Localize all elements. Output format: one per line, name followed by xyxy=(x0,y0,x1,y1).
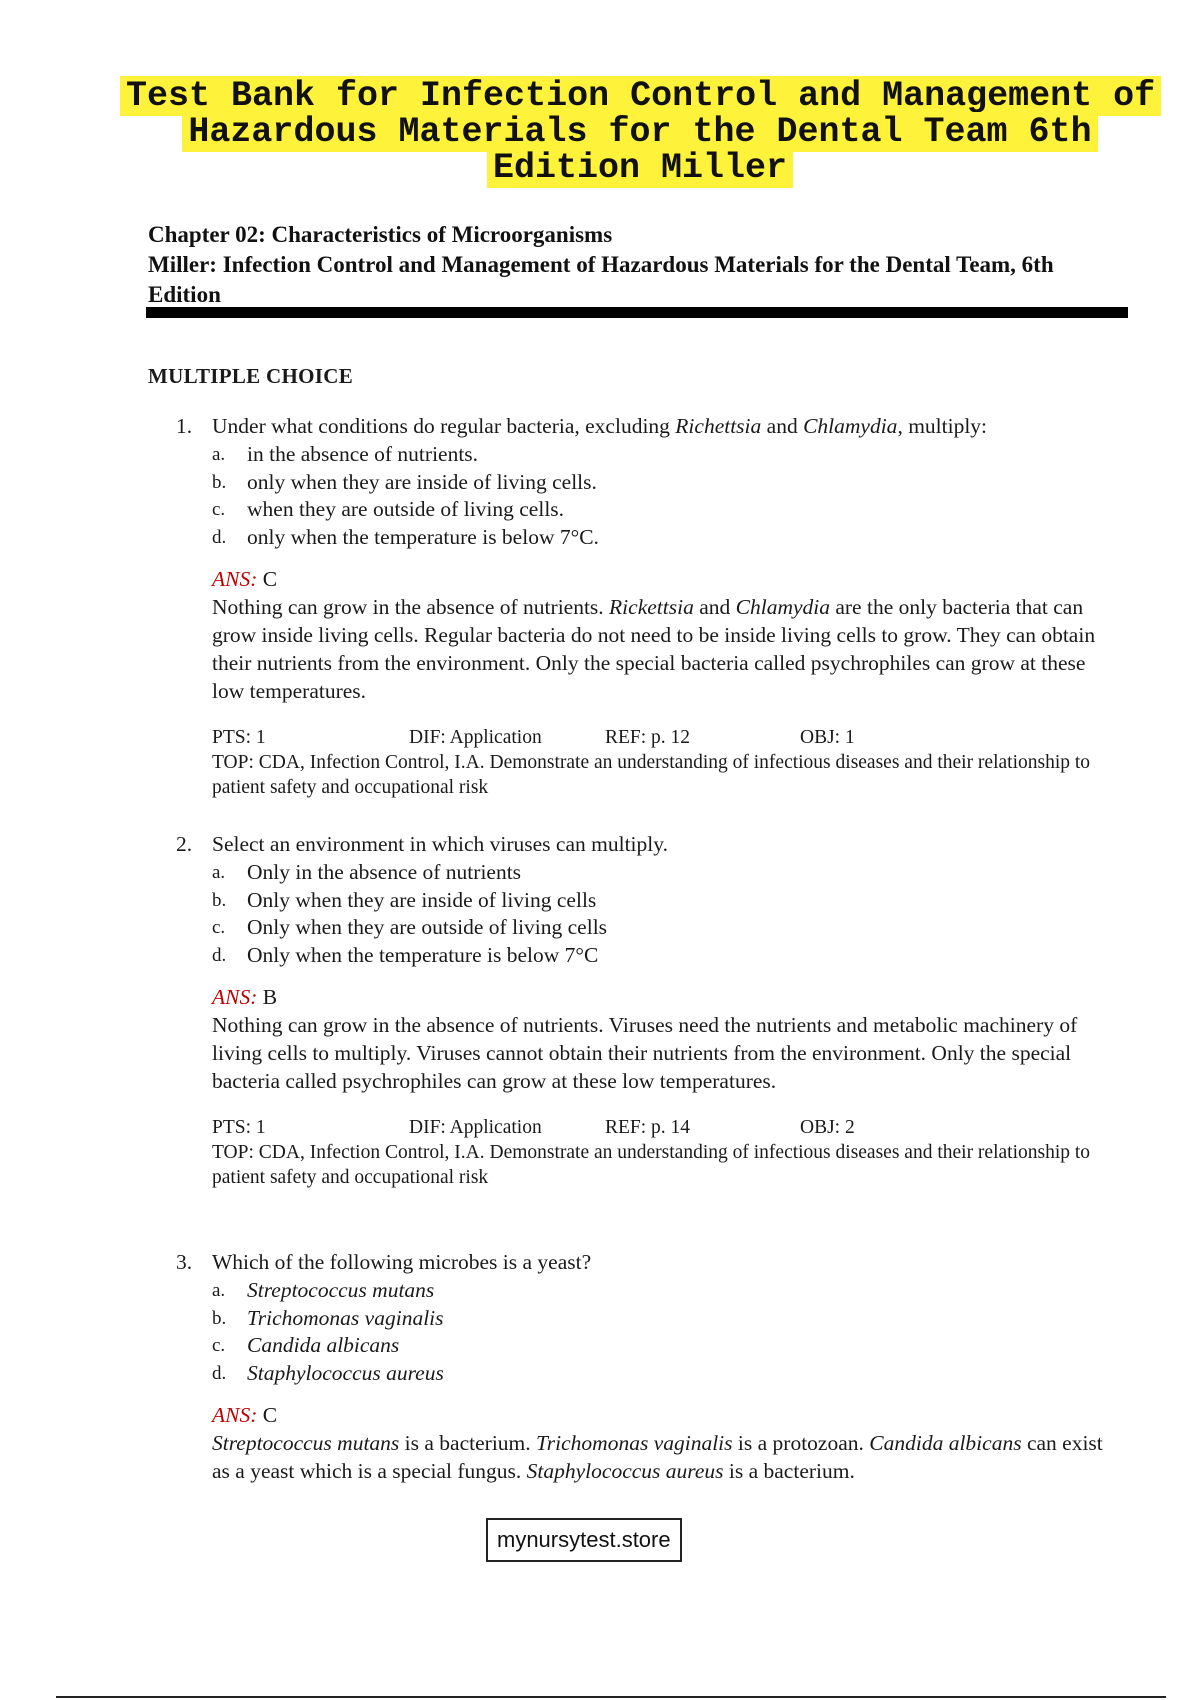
option-list xyxy=(212,441,1126,551)
option-a: a. in the absence of nutrients. xyxy=(212,442,479,466)
page-reference: REF: p. 14 xyxy=(605,1117,691,1139)
option-d: d. Staphylococcus aureus xyxy=(212,1360,444,1385)
chapter-title: Chapter 02: Characteristics of Microorganisms xyxy=(148,222,613,247)
option-list xyxy=(212,859,1126,969)
chapter-header xyxy=(148,220,1098,310)
option-a: a. Only in the absence of nutrients xyxy=(212,860,522,884)
answer-value: C xyxy=(262,1403,278,1428)
question-3 xyxy=(176,1248,1126,1485)
question-metadata xyxy=(212,1115,1112,1190)
header-divider xyxy=(146,307,1128,318)
rationale: Nothing can grow in the absence of nutrients. Rickettsia and Chlamydia are the only bacteria that can grow inside living cells. Regular bacteria do not need to be inside living cells to grow. They can obtain their nutrients from the environment. Only the special bacteria called psychrophiles can grow at these low temperatures. xyxy=(212,595,1096,704)
question-number: 1. xyxy=(176,414,193,438)
points: PTS: 1 xyxy=(212,727,266,749)
answer-value: B xyxy=(262,985,278,1010)
difficulty: DIF: Application xyxy=(409,1117,542,1139)
question-1 xyxy=(176,412,1126,800)
option-a: a. Streptococcus mutans xyxy=(212,1278,435,1302)
book-subtitle: Miller: Infection Control and Management of Hazardous Materials for the Dental Team, 6th Edition xyxy=(148,252,1054,307)
option-c: c. when they are outside of living cells. xyxy=(212,497,565,522)
question-stem: Select an environment in which viruses can multiply. xyxy=(212,832,668,856)
question-metadata xyxy=(212,725,1112,800)
option-d: d. only when the temperature is below 7°C. xyxy=(212,524,599,549)
question-number: 2. xyxy=(176,832,193,856)
answer-value: C xyxy=(262,567,278,592)
objective: OBJ: 1 xyxy=(800,727,855,749)
question-2 xyxy=(176,830,1126,1190)
footer-divider xyxy=(56,1696,1166,1698)
option-list xyxy=(212,1277,1126,1387)
page-reference: REF: p. 12 xyxy=(605,727,691,749)
rationale: Nothing can grow in the absence of nutrients. Viruses need the nutrients and metabolic machinery of living cells to multiply. Viruses cannot obtain their nutrients from the environment. Only the special bacteria called psychrophiles can grow at these low temperatures. xyxy=(212,1013,1078,1094)
topic: TOP: CDA, Infection Control, I.A. Demonstrate an understanding of infectious diseases and their relationship to patient safety and occupational risk xyxy=(212,1142,1091,1189)
answer-label: ANS: xyxy=(212,985,258,1010)
watermark-box: mynursytest.store xyxy=(486,1518,682,1562)
section-heading: MULTIPLE CHOICE xyxy=(148,364,354,388)
objective: OBJ: 2 xyxy=(800,1117,855,1139)
answer-line xyxy=(212,983,1126,1011)
question-stem: Which of the following microbes is a yeast? xyxy=(212,1250,592,1274)
answer-label: ANS: xyxy=(212,567,258,592)
rationale: Streptococcus mutans is a bacterium. Trichomonas vaginalis is a protozoan. Candida albicans can exist as a yeast which is a special fungus. Staphylococcus aureus is a bacterium. xyxy=(212,1431,1103,1484)
option-b: b. Only when they are inside of living cells xyxy=(212,887,597,912)
difficulty: DIF: Application xyxy=(409,727,542,749)
title-block xyxy=(120,78,1160,186)
option-d: d. Only when the temperature is below 7°C xyxy=(212,942,599,967)
question-stem: Under what conditions do regular bacteria, excluding Richettsia and Chlamydia, multiply: xyxy=(212,414,988,438)
answer-label: ANS: xyxy=(212,1403,258,1428)
question-number: 3. xyxy=(176,1250,193,1274)
answer-line xyxy=(212,1401,1126,1429)
answer-line xyxy=(212,565,1126,593)
points: PTS: 1 xyxy=(212,1117,266,1139)
option-c: c. Candida albicans xyxy=(212,1333,400,1358)
topic: TOP: CDA, Infection Control, I.A. Demonstrate an understanding of infectious diseases and their relationship to patient safety and occupational risk xyxy=(212,752,1091,799)
option-b: b. only when they are inside of living cells. xyxy=(212,469,597,494)
document-title: Test Bank for Infection Control and Management of Hazardous Materials for the Dental Team 6th Edition Miller xyxy=(120,76,1161,188)
option-c: c. Only when they are outside of living cells xyxy=(212,915,608,940)
option-b: b. Trichomonas vaginalis xyxy=(212,1305,444,1330)
